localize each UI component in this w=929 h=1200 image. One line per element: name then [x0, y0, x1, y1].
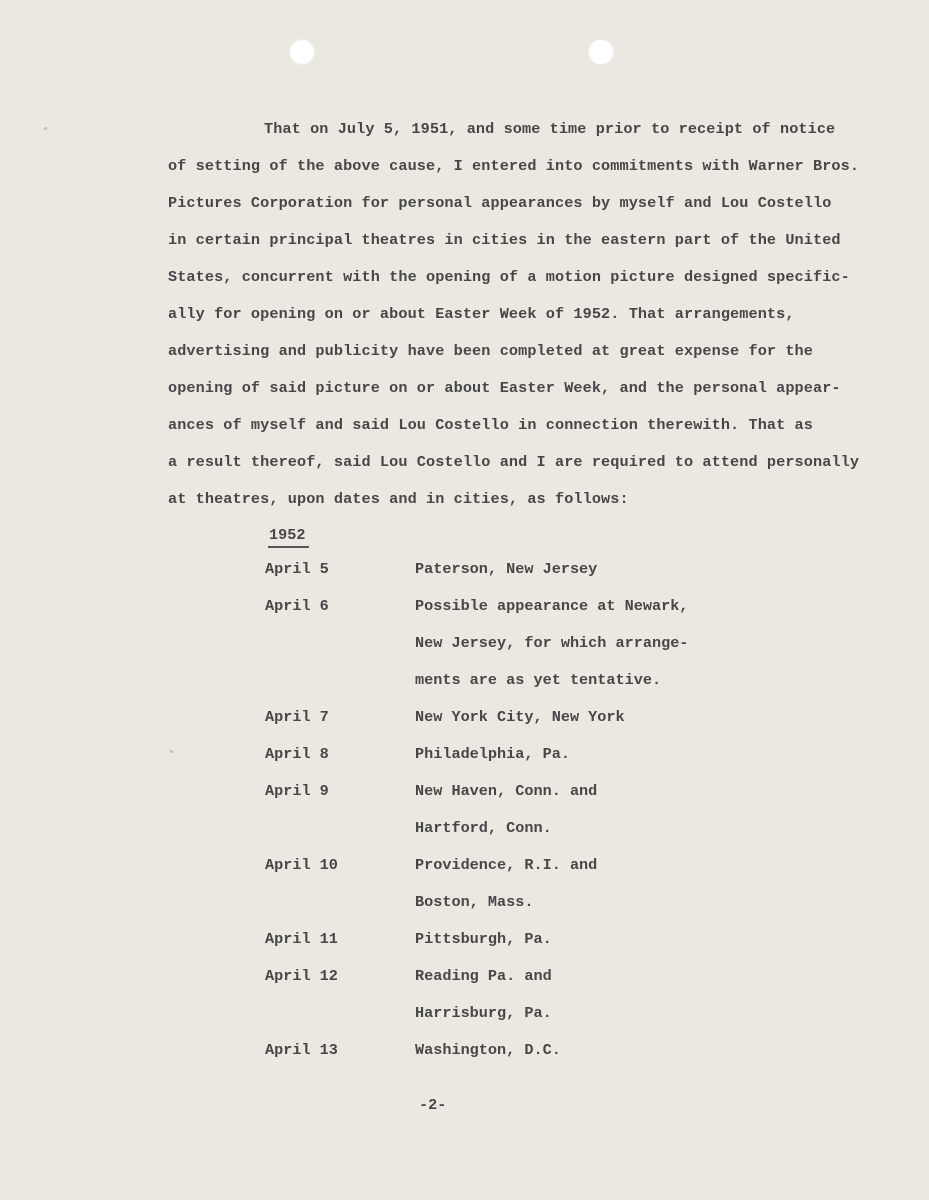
schedule-city: Reading Pa. and [415, 967, 552, 985]
schedule-city: Boston, Mass. [415, 893, 534, 911]
paragraph-line: Pictures Corporation for personal appearances by myself and Lou Costello [168, 194, 832, 212]
paragraph-line: That on July 5, 1951, and some time prior to receipt of notice [264, 120, 836, 138]
paragraph-line: of setting of the above cause, I entered into commitments with Warner Bros. [168, 157, 860, 175]
schedule-city: Providence, R.I. and [415, 856, 598, 874]
paragraph-line: opening of said picture on or about Easter Week, and the personal appear- [168, 379, 841, 397]
schedule-city: Pittsburgh, Pa. [415, 930, 552, 948]
paper-speck [170, 750, 173, 753]
schedule-city: Philadelphia, Pa. [415, 745, 570, 763]
schedule-row [265, 815, 865, 852]
schedule-city: New York City, New York [415, 708, 625, 726]
schedule-date: April 12 [265, 967, 338, 985]
schedule-row [265, 667, 865, 704]
schedule-year-heading: 1952 [268, 522, 309, 548]
schedule-row [265, 1037, 865, 1074]
paragraph-line: at theatres, upon dates and in cities, as follows: [168, 490, 629, 508]
schedule-city: ments are as yet tentative. [415, 671, 662, 689]
schedule-city: New Haven, Conn. and [415, 782, 598, 800]
schedule-row [265, 852, 865, 889]
schedule-city: Harrisburg, Pa. [415, 1004, 552, 1022]
schedule-date: April 11 [265, 930, 338, 948]
schedule-row [265, 741, 865, 778]
schedule-date: April 7 [265, 708, 329, 726]
schedule-row [265, 1000, 865, 1037]
schedule-row [265, 963, 865, 1000]
schedule-date: April 6 [265, 597, 329, 615]
paragraph-line: advertising and publicity have been completed at great expense for the [168, 342, 813, 360]
paragraph-line: ally for opening on or about Easter Week of 1952. That arrangements, [168, 305, 795, 323]
schedule-row [265, 778, 865, 815]
schedule-city: Hartford, Conn. [415, 819, 552, 837]
page-number: -2- [419, 1096, 447, 1114]
schedule-row [265, 630, 865, 667]
paragraph-line: ances of myself and said Lou Costello in connection therewith. That as [168, 416, 813, 434]
schedule-row [265, 889, 865, 926]
schedule-date: April 5 [265, 560, 329, 578]
paragraph-line: States, concurrent with the opening of a motion picture designed specific- [168, 268, 850, 286]
appearance-schedule [265, 556, 865, 1074]
schedule-row [265, 593, 865, 630]
paragraph-line: a result thereof, said Lou Costello and I are required to attend personally [168, 453, 860, 471]
schedule-row [265, 926, 865, 963]
schedule-date: April 13 [265, 1041, 338, 1059]
punch-hole-left [289, 39, 315, 65]
body-paragraph [168, 116, 868, 523]
schedule-city: Paterson, New Jersey [415, 560, 598, 578]
punch-hole-right [588, 39, 614, 65]
schedule-row [265, 556, 865, 593]
schedule-date: April 8 [265, 745, 329, 763]
schedule-row [265, 704, 865, 741]
paper-speck [44, 127, 47, 130]
schedule-city: Possible appearance at Newark, [415, 597, 689, 615]
schedule-city: Washington, D.C. [415, 1041, 561, 1059]
schedule-date: April 9 [265, 782, 329, 800]
paragraph-line: in certain principal theatres in cities in the eastern part of the United [168, 231, 841, 249]
schedule-city: New Jersey, for which arrange- [415, 634, 689, 652]
schedule-date: April 10 [265, 856, 338, 874]
